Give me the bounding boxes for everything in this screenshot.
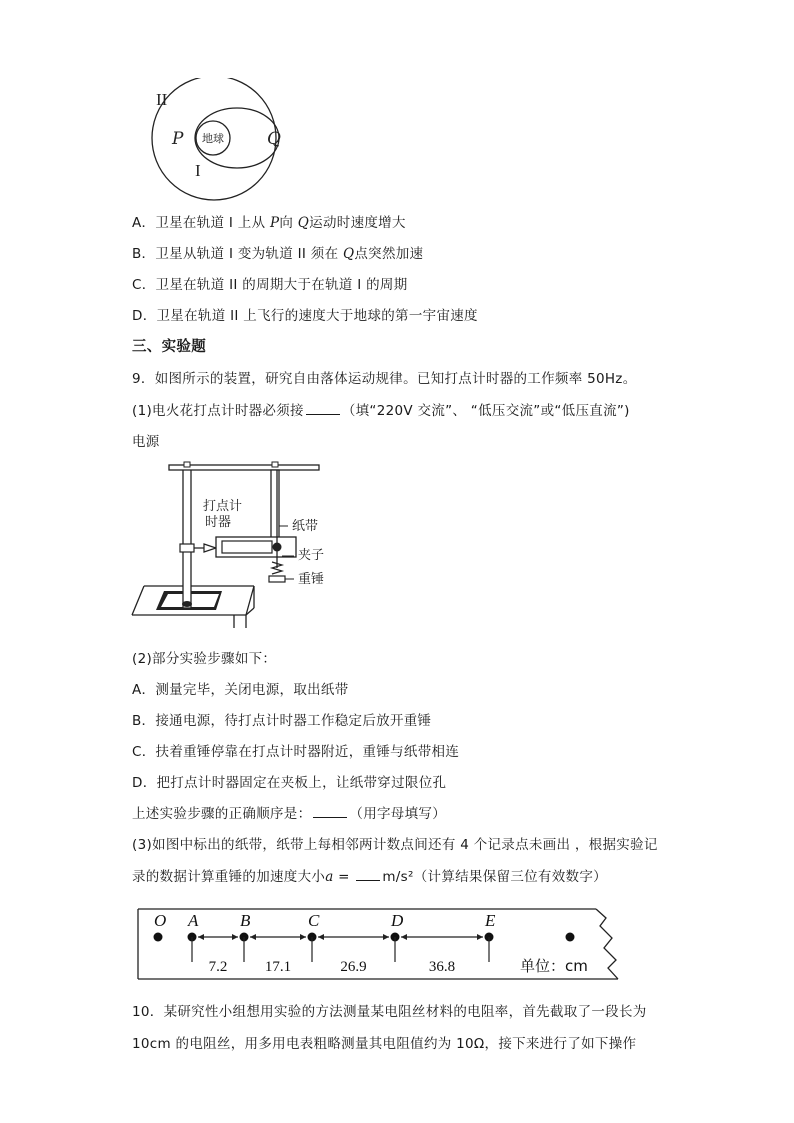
tape-point-extra <box>566 933 575 942</box>
orbit-diagram <box>128 78 308 208</box>
paper-tape-diagram <box>134 904 624 984</box>
timer-label-2: 时器 <box>205 515 232 530</box>
tape-label-e: E <box>485 911 496 930</box>
arrow-head <box>250 934 256 940</box>
answer-blank <box>313 805 347 818</box>
tape-distance-label: 26.9 <box>340 959 367 975</box>
orbit-ii-label: II <box>156 90 168 109</box>
arrow-head <box>300 934 306 940</box>
earth-label: 地球 <box>202 132 224 145</box>
q9-part2-intro: (2)部分实验步骤如下： <box>132 651 277 667</box>
tape-label: 纸带 <box>292 519 319 534</box>
answer-blank <box>306 402 340 415</box>
arrow-head <box>232 934 238 940</box>
tape-label-c: C <box>308 911 320 930</box>
q9-order: 上述实验步骤的正确顺序是： （用字母填写） <box>132 806 447 822</box>
clip-label: 夹子 <box>298 548 325 563</box>
tape-points <box>154 911 588 975</box>
q8-option-b: B．卫星从轨道 I 变为轨道 II 须在 Q点突然加速 <box>132 246 424 262</box>
point-q-label: Q <box>267 129 281 149</box>
tape-label-o: O <box>154 911 167 930</box>
arrow-head <box>198 934 204 940</box>
q9-step-d: D．把打点计时器固定在夹板上，让纸带穿过限位孔 <box>132 775 447 791</box>
q10-line1: 10．某研究性小组想用实验的方法测量某电阻丝材料的电阻率，首先截取了一段长为 <box>132 1004 647 1020</box>
section-heading: 三、实验题 <box>132 339 206 355</box>
q9-step-c: C．扶着重锤停靠在打点计时器附近，重锤与纸带相连 <box>132 744 460 760</box>
arrow-head <box>477 934 483 940</box>
tape-distance-label: 7.2 <box>208 959 228 975</box>
arrow-head <box>318 934 324 940</box>
q9-part1-cont: 电源 <box>132 434 160 450</box>
q10-line2: 10cm 的电阻丝，用多用电表粗略测量其电阻值约为 10Ω，接下来进行了如下操作 <box>132 1036 637 1052</box>
q9-step-b: B．接通电源，待打点计时器工作稳定后放开重锤 <box>132 713 432 729</box>
q9-part1: (1)电火花打点计时器必须接 （填“220V 交流”、 “低压交流”或“低压直流”) <box>132 403 630 419</box>
q9-step-a: A．测量完毕，关闭电源，取出纸带 <box>132 682 349 698</box>
timer-label-1: 打点计 <box>203 499 243 514</box>
orbit-i-label: I <box>195 161 201 180</box>
point-p-label: P <box>172 129 184 149</box>
q8-option-c: C．卫星在轨道 II 的周期大于在轨道 I 的周期 <box>132 277 408 293</box>
tape-point-o <box>154 933 163 942</box>
q9-part3-line1: (3)如图中标出的纸带，纸带上每相邻两计数点间还有 4 个记录点未画出 ，根据实验记 <box>132 837 658 853</box>
tape-distance-label: 36.8 <box>428 959 456 975</box>
arrow-head <box>383 934 389 940</box>
weight-label: 重锤 <box>298 572 325 587</box>
tape-label-a: A <box>188 911 199 930</box>
tape-label-d: D <box>391 911 404 930</box>
q8-option-a: A．卫星在轨道 I 上从 P向 Q运动时速度增大 <box>132 215 406 231</box>
tape-distance-label: 17.1 <box>264 959 292 975</box>
answer-blank <box>356 868 380 881</box>
q9-intro: 9．如图所示的装置，研究自由落体运动规律。已知打点计时器的工作频率 50Hz。 <box>132 371 637 387</box>
tape-unit-label: 单位：cm <box>520 957 588 975</box>
q9-part3-line2: 录的数据计算重锤的加速度大小a = m/s²（计算结果保留三位有效数字） <box>132 869 607 885</box>
apparatus-diagram <box>124 458 364 638</box>
arrow-head <box>401 934 407 940</box>
tape-label-b: B <box>240 911 251 930</box>
q8-option-d: D．卫星在轨道 II 上飞行的速度大于地球的第一宇宙速度 <box>132 308 478 324</box>
